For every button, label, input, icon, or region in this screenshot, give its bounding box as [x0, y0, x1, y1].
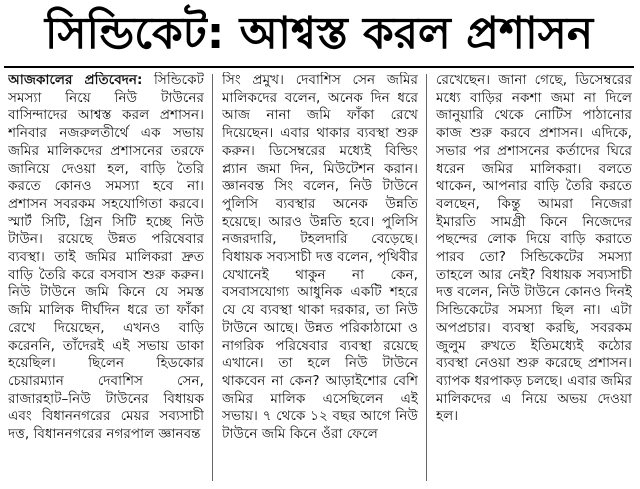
column-divider — [212, 74, 213, 481]
byline: আজকালের প্রতিবেদন: — [8, 72, 143, 88]
headline: সিন্ডিকেট: আশ্বস্ত করল প্রশাসন — [44, 8, 594, 59]
column-2 — [222, 72, 418, 483]
column-divider — [426, 74, 427, 481]
column-3-text: রেখেছেন। জানা গেছে, ডিসেম্বরের মধ্যে বাড়ির নকশা জমা না দিলে জানুয়ারি থেকে নোটিস পাঠানোর কাজ শুরু করবে প্রশাসন। এদিকে, সভার পর প্রশাসনের কর্তাদের ঘিরে ধরেন জমির মালিকরা। বলতে থাকেন, আপনার বাড়ি তৈরি করতে বলছেন, কিন্তু আমরা নিজেরা ইমারতি সামগ্রী কিনে নিজেদের পছন্দের লোক দিয়ে বাড়ি করাতে পারব তো? সিন্ডিকেটের সমস্যা তাহলে আর নেই? বিধায়ক সব্যসাচী দত্ত বলেন, নিউ টাউনে কোনও দিনই সিন্ডিকেটের সমস্যা ছিল না। এটা অপপ্রচার। ব্যবস্থা করছি, সবরকম জুলুম রুখতে ইতিমধ্যেই কঠোর ব্যবস্থা নেওয়া শুরু করেছে প্রশাসন। ব্যাপক ধরপাকড় চলছে। এবার জমির মালিকদের এ নিয়ে অভয় দেওয়া হল। — [436, 72, 632, 425]
column-1 — [8, 72, 204, 483]
column-3 — [436, 72, 632, 483]
column-2-text: সিং প্রমুখ। দেবাশিস সেন জমির মালিকদের বলেন, অনেক দিন ধরে আজ নানা জমি ফাঁকা রেখে দিয়েছেন। এবার থাকার ব্যবস্থা শুরু করুন। ডিসেম্বরের মধ্যেই বিল্ডিং প্ল্যান জমা দিন, মিউটেশন করান। জ্ঞানবন্ত সিং বলেন, নিউ টাউনে পুলিসি ব্যবস্থার অনেক উন্নতি হয়েছে। আরও উন্নতি হবে। পুলিসি নজরদারি, টহলদারি বেড়েছে। বিধায়ক সব্যসাচী দত্ত বলেন, পৃথিবীর যেখানেই থাকুন না কেন, বসবাসযোগ্য আধুনিক একটি শহরে যে যে ব্যবস্থা থাকা দরকার, তা নিউ টাউনে আছে। উন্নত পরিকাঠামো ও নাগরিক পরিষেবার ব্যবস্থা রয়েছে এখানে। তা হলে নিউ টাউনে থাকবেন না কেন? আড়াইশোর বেশি জমির মালিক এসেছিলেন এই সভায়। ৭ থেকে ১২ বছর আগে নিউ টাউনে জমি কিনে ওঁরা ফেলে — [222, 72, 418, 443]
column-1-text: সিন্ডিকেট সমস্যা নিয়ে নিউ টাউনের বাসিন্দাদের আশ্বস্ত করল প্রশাসন। শনিবার নজরুলতীর্থে এক সভায় জমির মালিকদের প্রশাসনের তরফে জানিয়ে দেওয়া হল, বাড়ি তৈরি করতে কোনও সমস্যা হবে না। প্রশাসন সবরকম সহযোগিতা করবে। স্মার্ট সিটি, গ্রিন সিটি হচ্ছে নিউ টাউন। রয়েছে উন্নত পরিষেবার ব্যবস্থা। তাই জমির মালিকরা দ্রুত বাড়ি তৈরি করে বসবাস শুরু করুন। নিউ টাউনে জমি কিনে যে সমস্ত জমি মালিক দীর্ঘদিন ধরে তা ফাঁকা রেখে দিয়েছেন, এখনও বাড়ি করেননি, তাঁদেরই এই সভায় ডাকা হয়েছিল। ছিলেন হিডকোর চেয়ারম্যান দেবাশিস সেন, রাজারহাট–নিউ টাউনের বিধায়ক এবং বিধাননগরের মেয়র সব্যসাচী দত্ত, বিধাননগরের নগরপাল জ্ঞানবন্ত — [8, 72, 204, 443]
headline-rule — [4, 66, 634, 68]
